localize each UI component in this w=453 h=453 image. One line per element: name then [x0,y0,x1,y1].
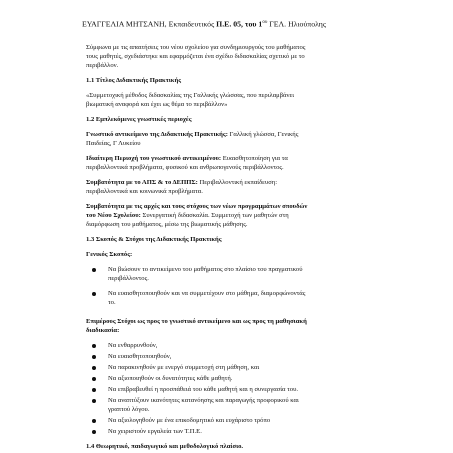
specific-bullet-5: Να επιβραβευθεί η προσπάθειά του κάθε μαθητή και η συνεργασία του. [108,386,298,393]
subject-line-2: Παιδείας, Γ Λυκείου [86,140,141,147]
compat-aps-line-2: περιβαλλοντικά και κοινωνικά προβλήματα. [86,188,203,195]
general-bullet-2-line-1: Να ευαισθητοποιηθούν και να συμμετέχουν στο μάθημα, διαμορφώνοντάς [108,290,306,297]
compat-aps-paragraph [86,179,277,187]
author-specialty: Π.Ε. 05, του 1 [216,19,263,29]
area-line-2: περιβαλλοντικά προβλήματα, φυσικού και ανθρωπογενούς περιβάλλοντος. [86,164,284,171]
author-header [82,18,326,29]
section-1-4-heading: 1.4 Θεωρητικό, παιδαγωγικό και μεθοδολογικό πλαίσιο. [86,443,244,450]
bullet-icon [92,292,96,296]
section-1-3-heading: 1.3 Σκοπός & Στόχοι της Διδακτικής Πρακτικής [86,236,222,243]
bullet-icon [92,377,96,381]
bullet-icon [92,344,96,348]
intro-line-2: τους μαθητές, σχεδιάστηκε και εφαρμόζεται ένα σχέδιο διδασκαλίας σχετικό με το [86,53,305,60]
compat-new-school-line-3: διαμόρφωση του μαθήματος, μέσω της βιωματικής μάθησης. [86,221,248,228]
section-1-2-heading: 1.2 Εμπλεκόμενες γνωστικές περιοχές [86,116,192,123]
specific-bullet-8: Να χειριστούν εργαλεία των Τ.Π.Ε. [108,428,202,435]
compat-aps-text: Περιβαλλοντική εκπαίδευση: [197,179,278,186]
section-1-1-line-2: βιωματική αναφορά και έχει ως θέμα το περιβάλλον» [86,101,228,108]
specific-aims-label-line-1: Επιμέρους Στόχοι ως προς το γνωστικό αντικείμενο και ως προς τη μαθησιακή [86,318,307,325]
area-label: Ιδιαίτερη Περιοχή του γνωστικού αντικειμένου: [86,155,222,162]
author-name: ΕΥΑΓΓΕΛΙΑ ΜΗΤΣΑΝΗ, Εκπαιδευτικός [82,19,215,29]
compat-new-school-label: Συμβατότητα με τις αρχές και τους στόχους των νέων προγραμμάτων σπουδών [86,203,308,210]
general-bullet-1-line-2: περιβάλλοντος. [108,275,149,282]
specific-bullet-6-line-1: Να αναπτύξουν ικανότητες κατανόησης και παραγωγής προφορικού και [108,397,299,404]
subject-paragraph [86,131,298,139]
bullet-icon [92,399,96,403]
specific-bullet-3: Να παρακινηθούν με ενεργό συμμετοχή στη μάθηση, και [108,364,260,371]
compat-new-school-text: Συνεργατική διδασκαλία. Συμμετοχή των μαθητών στη [140,212,289,219]
bullet-icon [92,388,96,392]
general-aim-label: Γενικός Σκοπός: [86,251,133,258]
bullet-icon [92,419,96,423]
bullet-icon [92,366,96,370]
section-1-1-heading: 1.1 Τίτλος Διδακτικής Πρακτικής [86,77,181,84]
area-text: Ευαισθητοποίηση για τα [221,155,288,162]
specific-bullet-6-line-2: γραπτού λόγου. [108,406,150,413]
subject-text: Γαλλική γλώσσα, Γενικής [227,131,299,138]
bullet-icon [92,268,96,272]
subject-label: Γνωστικό αντικείμενο της Διδακτικής Πρακτικής: [86,131,228,138]
specific-bullet-4: Να αξιοποιηθούν οι δυνατότητες κάθε μαθητή. [108,375,233,382]
intro-line-1: Σύμφωνα με τις απαιτήσεις του νέου σχολείου για συνδημιουργούς του μαθήματος [86,44,306,51]
intro-line-3: περιβάλλον. [86,62,119,69]
specific-bullet-2: Να ευαισθητοποιηθούν, [108,353,172,360]
specific-bullet-7: Να αξιολογηθούν με ένα επικοδομητικό και ευχάριστο τρόπο [108,417,271,424]
general-bullet-1-line-1: Να βιώσουν το αντικείμενο του μαθήματος στο πλαίσιο του πραγματικού [108,266,303,273]
specific-aims-label-line-2: διαδικασία: [86,327,120,334]
ordinal-sup: ου [262,20,268,25]
school-name: ΓΕΛ. Ηλιούπολης [267,19,326,29]
compat-new-school-line-2 [86,212,289,220]
bullet-icon [92,430,96,434]
compat-new-school-label-2: του Νέου Σχολείου: [86,212,141,219]
bullet-icon [92,355,96,359]
specific-bullet-1: Να ενθαρρυνθούν, [108,342,158,349]
compat-aps-label: Συμβατότητα με το ΑΠΣ & το ΔΕΠΠΣ: [86,179,198,186]
general-bullet-2-line-2: το. [108,299,116,306]
section-1-1-line-1: «Συμμετοχική μέθοδος διδασκαλίας της Γαλλικής γλώσσας, που περιλαμβάνει [86,92,295,99]
area-paragraph [86,155,288,163]
